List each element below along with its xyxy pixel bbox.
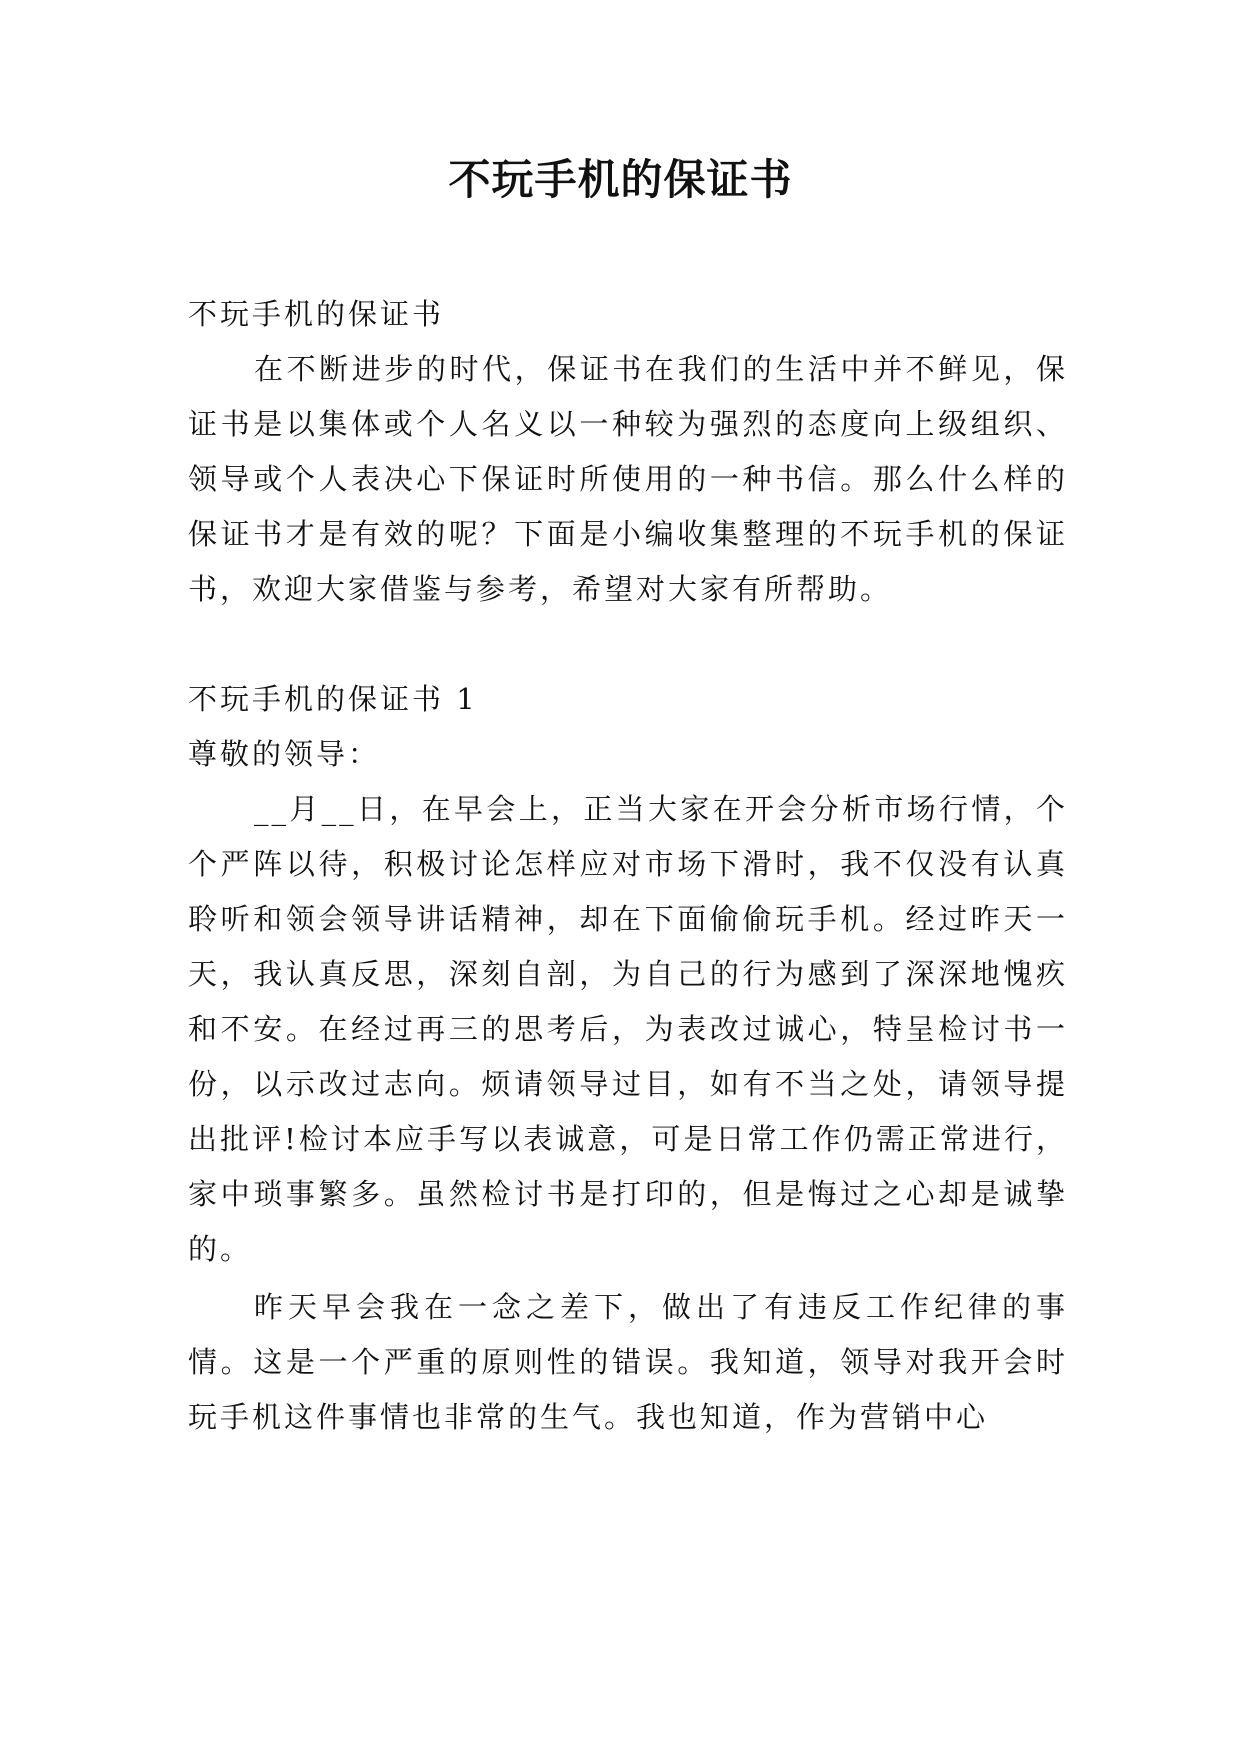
- body-paragraph-1: __月__日，在早会上，正当大家在开会分析市场行情，个个严阵以待，积极讨论怎样应对市场下滑时，我不仅没有认真聆听和领会领导讲话精神，却在下面偷偷玩手机。经过昨天一天，我认真反思，深刻自剖，为自己的行为感到了深深地愧疚和不安。在经过再三的思考后，为表改过诚心，特呈检讨书一份，以示改过志向。烦请领导过目，如有不当之处，请领导提出批评!检讨本应手写以表诚意，可是日常工作仍需正常进行，家中琐事繁多。虽然检讨书是打印的，但是悔过之心却是诚挚的。: [188, 792, 1068, 1266]
- section-title: 不玩手机的保证书 1: [188, 682, 478, 716]
- document-heading: 不玩手机的保证书: [188, 297, 445, 331]
- body-paragraph-2: 昨天早会我在一念之差下，做出了有违反工作纪律的事情。这是一个严重的原则性的错误。我知道，领导对我开会时玩手机这件事情也非常的生气。我也知道，作为营销中心: [188, 1290, 1068, 1434]
- paragraph-spacer: [188, 617, 1068, 672]
- intro-paragraph: 在不断进步的时代，保证书在我们的生活中并不鲜见，保证书是以集体或个人名义以一种较为强烈的态度向上级组织、领导或个人表决心下保证时所使用的一种书信。那么什么样的保证书才是有效的呢？下面是小编收集整理的不玩手机的保证书，欢迎大家借鉴与参考，希望对大家有所帮助。: [188, 352, 1068, 606]
- document-title: 不玩手机的保证书: [448, 155, 793, 204]
- salutation: 尊敬的领导：: [188, 737, 381, 771]
- document-body: [188, 287, 1068, 1445]
